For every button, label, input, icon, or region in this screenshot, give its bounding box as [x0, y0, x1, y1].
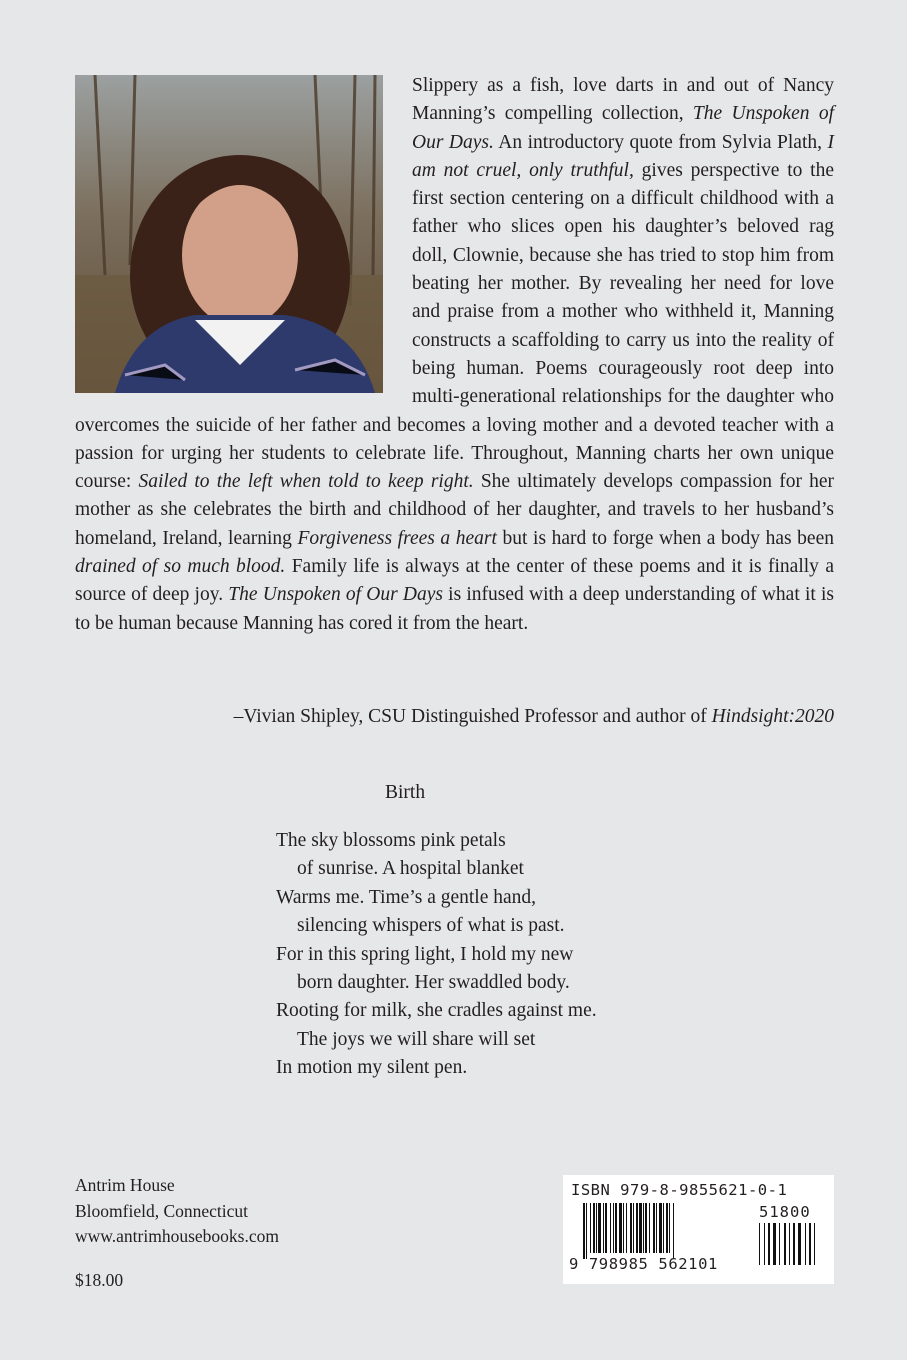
blurb-text-6: Family life is always at the center of these poems and it is finally a source of deep joy. — [75, 556, 834, 606]
barcode-bar — [793, 1223, 795, 1265]
isbn-text: ISBN 979-8-9855621-0-1 — [571, 1181, 788, 1199]
barcode-digits: 9 798985 562101 — [569, 1255, 718, 1273]
barcode-bar — [656, 1203, 657, 1253]
barcode-bar — [789, 1223, 790, 1265]
blurb-text-2: An introductory quote from Sylvia Plath, — [493, 131, 828, 153]
barcode-bar — [773, 1223, 776, 1265]
blurb-text-1: Slippery as a fish, love darts in and out of Nancy Manning’s compelling collection, — [412, 75, 834, 125]
poem-quote-2: Forgiveness frees a heart — [297, 527, 497, 549]
barcode-bar — [615, 1203, 617, 1253]
barcode-bar — [639, 1203, 642, 1253]
blurb-text-4: She ultimately develops compassion for her mother as she celebrates the birth and childhood of her daughter, and travels to her husband’s homeland, Ireland, learning — [75, 471, 835, 549]
blurb-text-7: is infused with a deep understanding of what it is to be human because Manning has cored it from the heart. — [75, 584, 834, 634]
barcode-bar — [673, 1203, 674, 1259]
review-blurb — [75, 72, 834, 638]
barcode-bar — [596, 1203, 597, 1253]
barcode-addon-digits: 51800 — [759, 1203, 811, 1221]
poem-line: The sky blossoms pink petals — [276, 830, 506, 851]
publisher-location: Bloomfield, Connecticut — [75, 1200, 249, 1221]
barcode-bar — [779, 1223, 780, 1265]
barcode-bar — [805, 1223, 806, 1265]
attribution-text: –Vivian Shipley, CSU Distinguished Professor and author of — [233, 706, 712, 727]
barcode-bar — [605, 1203, 607, 1253]
poem-line: of sunrise. A hospital blanket — [297, 858, 524, 880]
plath-quote: I am not cruel, only truthful, — [412, 131, 834, 181]
barcode-bar — [759, 1223, 760, 1265]
poem-line: In motion my silent pen. — [276, 1057, 468, 1079]
barcode-bar — [613, 1203, 614, 1253]
review-attribution — [234, 703, 834, 731]
barcode-bar — [666, 1203, 668, 1253]
poem-title: Birth — [385, 782, 426, 803]
publisher-name: Antrim House — [75, 1175, 175, 1195]
barcode-bar — [630, 1203, 632, 1253]
barcode-bar — [619, 1203, 622, 1253]
poem-line: Rooting for milk, she cradles against me. — [276, 1000, 597, 1022]
attribution-book: Hindsight:2020 — [711, 706, 834, 727]
barcode-bar — [636, 1203, 638, 1253]
book-title: The Unspoken of Our Days. — [412, 103, 834, 153]
barcode-bar — [809, 1223, 811, 1265]
barcode-bar — [586, 1203, 587, 1259]
barcode-bar — [633, 1203, 634, 1253]
barcode-bar — [603, 1203, 604, 1253]
barcode-bar — [798, 1223, 801, 1265]
barcode-bar — [768, 1223, 770, 1265]
barcode-bar — [659, 1203, 662, 1253]
poem-line: For in this spring light, I hold my new — [276, 943, 574, 965]
barcode-bar — [663, 1203, 664, 1253]
barcode-bar — [814, 1223, 815, 1265]
poem-line: born daughter. Her swaddled body. — [297, 972, 570, 994]
barcode-bar — [626, 1203, 627, 1253]
barcode-bar — [583, 1203, 585, 1259]
barcode-bar — [643, 1203, 644, 1253]
blurb-text-5: but is hard to forge when a body has been — [496, 527, 834, 549]
isbn-barcode — [563, 1175, 834, 1284]
barcode-bar — [764, 1223, 765, 1265]
barcode-bar — [649, 1203, 650, 1253]
poem-line: The joys we will share will set — [297, 1028, 536, 1050]
poem-line: silencing whispers of what is past. — [297, 915, 565, 937]
publisher-website: www.antrimhousebooks.com — [75, 1226, 279, 1246]
barcode-bar — [598, 1203, 601, 1253]
barcode-bar — [784, 1223, 786, 1265]
barcode-bar — [645, 1203, 647, 1253]
barcode-bar — [593, 1203, 595, 1253]
barcode-bar — [610, 1203, 611, 1253]
poem — [276, 827, 597, 1083]
barcode-bar — [590, 1203, 591, 1253]
blurb-text-3: gives perspective to the first section centering on a difficult childhood with a father who slices open his daughter’s beloved rag doll, Clownie, because she has tried to stop him from beating her mother. By revealing her need for love and praise from a mother who withheld it, Manning constructs a scaffolding to carry us into the reality of being human. Poems courageously root deep into multi-generational relationships for the daughter who overcomes the suicide of her father and becomes a loving mother and a devoted teacher with a passion for urging her students to celebrate life. Throughout, Manning charts her own unique course: — [75, 159, 834, 493]
poem-line: Warms me. Time’s a gentle hand, — [276, 886, 537, 908]
book-title-2: The Unspoken of Our Days — [228, 584, 443, 606]
poem-quote-1: Sailed to the left when told to keep right. — [138, 471, 474, 493]
barcode-bar — [653, 1203, 655, 1253]
price: $18.00 — [75, 1270, 124, 1290]
poem-quote-3: drained of so much blood. — [75, 556, 286, 578]
barcode-bar — [623, 1203, 624, 1253]
publisher-info — [75, 1173, 279, 1250]
barcode-bar — [669, 1203, 670, 1253]
